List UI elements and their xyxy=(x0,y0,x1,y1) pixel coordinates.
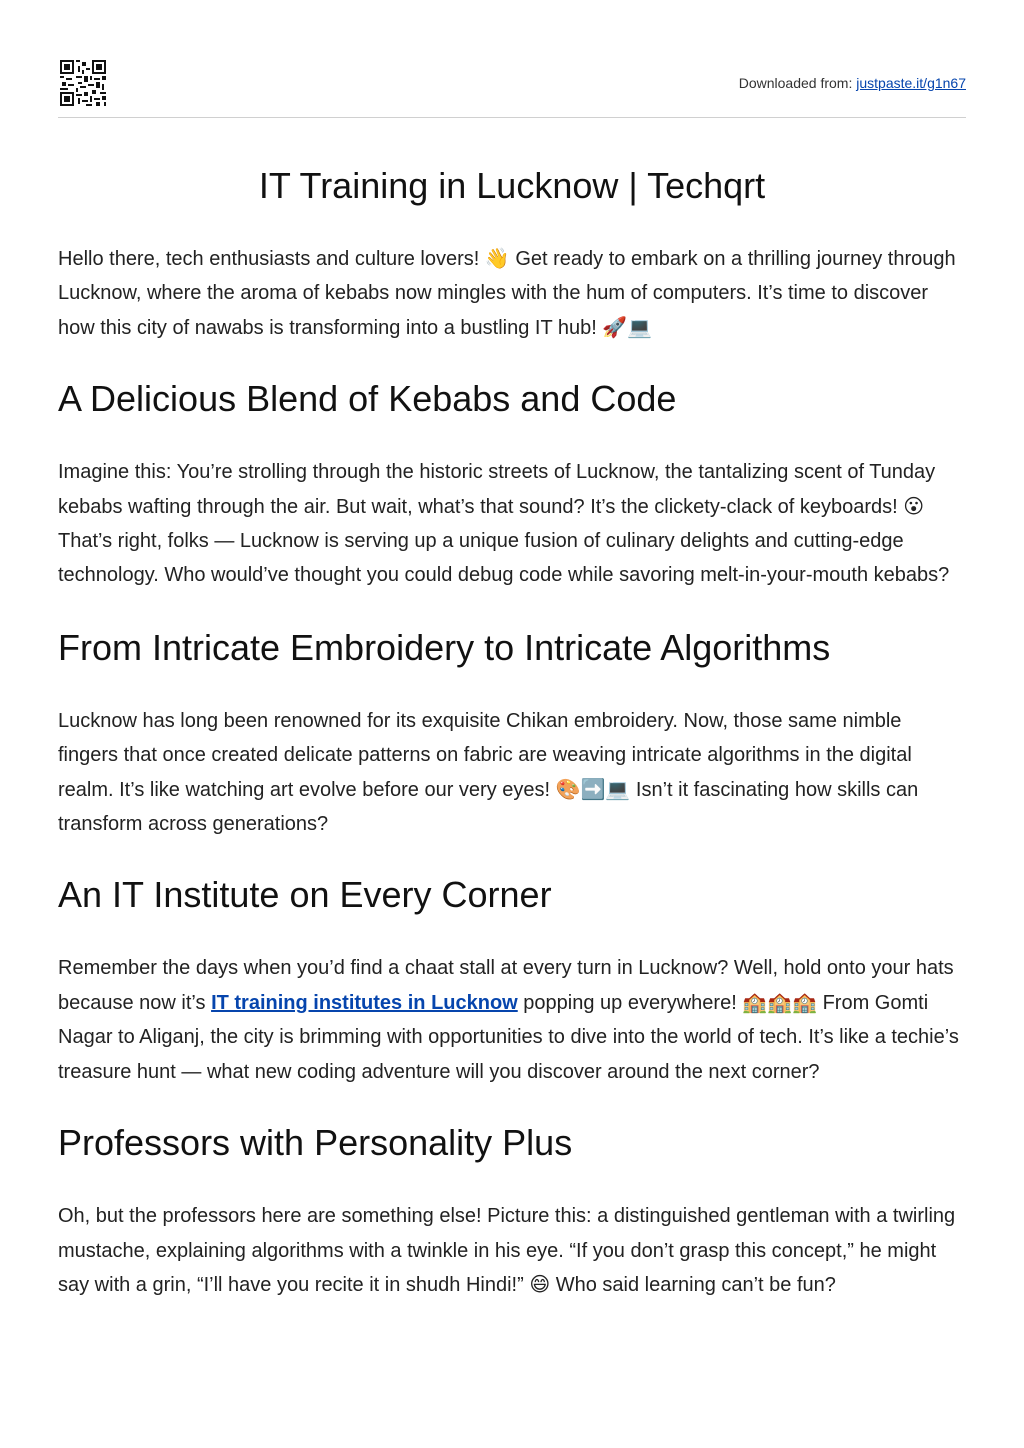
source-attribution xyxy=(739,75,966,91)
page-header xyxy=(58,0,966,118)
paragraph-text-before-link: Remember the days when you’d find a chaat stall at every turn in Lucknow? Well, hold onto your hats because now it’s xyxy=(58,957,954,1014)
section-paragraph-kebabs-code: Imagine this: You’re strolling through the historic streets of Lucknow, the tantalizing scent of Tunday kebabs wafting through the air. But wait, what’s that sound? It’s the clickety-clack of keyboards! 😮 That’s right, folks — Lucknow is serving up a unique fusion of culinary delights and cutting-edge technology. Who would’ve thought you could debug code while savoring melt-in-your-mouth kebabs? xyxy=(58,461,950,587)
paragraph-text-after-link: popping up everywhere! 🏫🏫🏫 From Gomti Nagar to Aliganj, the city is brimming with opportunities to dive into the world of tech. It’s like a techie’s treasure hunt — what new coding adventure will you discover around the next corner? xyxy=(58,991,959,1083)
section-heading-it-institute: An IT Institute on Every Corner xyxy=(58,874,552,916)
source-link[interactable]: justpaste.it/g1n67 xyxy=(856,75,966,91)
section-paragraph-embroidery-algorithms: Lucknow has long been renowned for its exquisite Chikan embroidery. Now, those same nimble fingers that once created delicate patterns on fabric are weaving intricate algorithms in the digital realm. It’s like watching art evolve before our very eyes! 🎨➡️💻 Isn’t it fascinating how skills can transform across generations? xyxy=(58,709,919,836)
it-training-institutes-link[interactable]: IT training institutes in Lucknow xyxy=(211,991,518,1014)
section-heading-kebabs-code: A Delicious Blend of Kebabs and Code xyxy=(58,378,677,420)
section-heading-embroidery-algorithms: From Intricate Embroidery to Intricate Algorithms xyxy=(58,626,831,668)
section-paragraph-professors: Oh, but the professors here are something else! Picture this: a distinguished gentleman with a twirling mustache, explaining algorithms with a twinkle in his eye. “If you don’t grasp this concept,” he might say with a grin, “I’ll have you recite it in shudh Hindi!” 😄 Who said learning can’t be fun? xyxy=(58,1205,956,1296)
section-paragraph-it-institute xyxy=(58,951,966,1089)
section-heading-professors: Professors with Personality Plus xyxy=(58,1122,573,1164)
page-title: IT Training in Lucknow | Techqrt xyxy=(258,165,766,206)
source-label: Downloaded from: xyxy=(738,75,853,91)
qr-code-icon xyxy=(60,60,106,106)
intro-paragraph: Hello there, tech enthusiasts and culture lovers! 👋 Get ready to embark on a thrilling journey through Lucknow, where the aroma of kebabs now mingles with the hum of computers. It’s time to discover how this city of nawabs is transforming into a bustling IT hub! 🚀💻 xyxy=(58,248,956,339)
document-page xyxy=(58,0,966,1302)
